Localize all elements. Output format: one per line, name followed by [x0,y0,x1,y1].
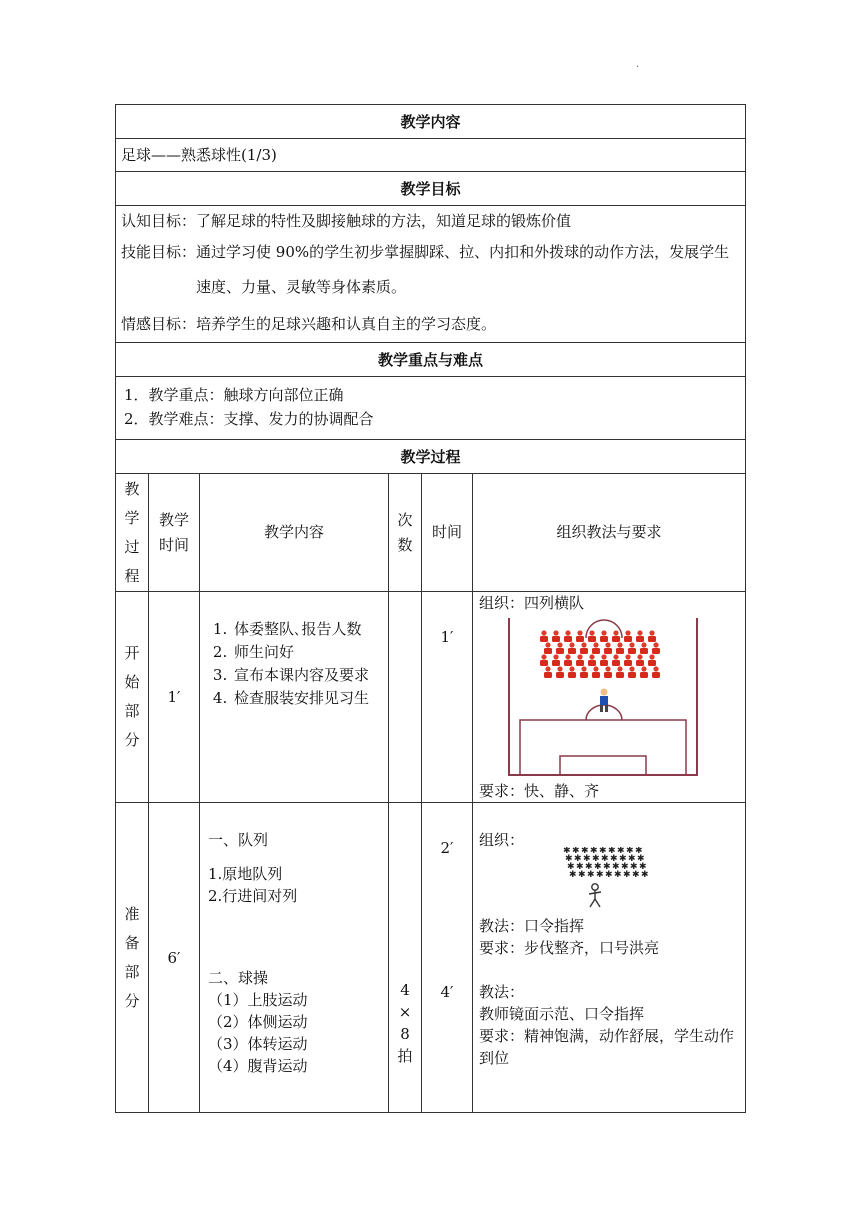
prep-duration-drill: 2′ [440,839,454,857]
prep-req2: 要求：精神饱满，动作舒展，学生动作到位 [479,1027,735,1067]
student-icon [636,660,644,666]
student-icon: ✱ [565,854,573,864]
key-header-row [116,343,746,377]
content-value: 足球——熟悉球性(1/3) [121,146,277,164]
student-icon [552,660,560,666]
teacher-stick-figure [589,884,601,907]
emotion-goal-text: 培养学生的足球兴趣和认真自主的学习态度。 [196,315,497,333]
student-icon [541,654,546,659]
student-icon [605,666,610,671]
prep-section-name: 准 备 部 分 [116,803,149,1113]
student-icon [588,660,596,666]
student-icon: ✱ [587,870,595,880]
prep-count: 4 × 8 拍 [389,803,422,1113]
cognitive-goal-text: 了解足球的特性及脚接触球的方法，知道足球的锻炼价值 [196,212,572,230]
prep-durations [422,803,473,1113]
prep-content [200,803,388,1077]
student-icon: ✱ [610,854,618,864]
student-icon [544,672,552,678]
list-item: 2.行进间对列 [208,887,298,905]
list-item: 1. 体委整队､报告人数 [232,618,388,641]
start-section-name: 开 始 部 分 [116,592,149,803]
student-icon [612,660,620,666]
start-req: 要求：快、静、齐 [479,782,600,800]
student-icon [625,630,630,635]
list-item: 1.原地队列 [208,865,283,883]
student-icon: ✱ [621,862,629,872]
student-icon: ✱ [578,870,586,880]
emotion-goal [121,311,740,338]
student-icon: ✱ [641,870,649,880]
student-icon: ✱ [628,854,636,864]
ball-exercise-title: 二、球操 [208,969,269,987]
student-icon [617,642,622,647]
student-icon [580,672,588,678]
student-icon [640,672,648,678]
start-items [200,618,388,710]
content-value-row [116,139,746,172]
student-icon [540,660,548,666]
football-field-diagram [508,618,698,776]
student-icon [629,642,634,647]
col-method: 组织教法与要求 [473,474,746,592]
student-icon: ✱ [594,862,602,872]
student-icon: ✱ [590,847,598,856]
student-icon [557,642,562,647]
student-icon [569,666,574,671]
prep-section-row [116,803,746,1113]
student-icon: ✱ [576,862,584,872]
student-icon [601,654,606,659]
list-item: （3）体转运动 [208,1035,308,1053]
list-item: （1）上肢运动 [208,991,308,1009]
teacher-figure [600,689,608,713]
student-grid [563,847,649,880]
start-org: 组织：四列横队 [479,594,585,612]
start-duration: 1′ [422,592,473,803]
goals-header-row [116,172,746,206]
student-icon [605,642,610,647]
student-icon [652,648,660,654]
key-point: 1．教学重点：触球方向部位正确 [124,386,344,404]
student-icon: ✱ [639,862,647,872]
process-header: 教学过程 [116,440,746,474]
student-icon [541,630,546,635]
student-icon [577,630,582,635]
student-icon [593,642,598,647]
student-icon [589,630,594,635]
student-icon: ✱ [583,854,591,864]
list-item: （4）腹背运动 [208,1057,308,1075]
student-icon: ✱ [569,870,577,880]
student-icon [648,636,656,642]
student-grid-diagram [555,847,655,911]
student-icon [565,630,570,635]
student-icon [612,636,620,642]
student-icon [600,636,608,642]
prep-org: 组织： [479,831,525,849]
student-icon [628,672,636,678]
cognitive-goal-label: 认知目标： [121,212,197,230]
goals-block [116,206,745,342]
student-icon: ✱ [572,847,580,856]
student-icon [604,672,612,678]
student-icon [600,660,608,666]
prep-time: 6′ [149,803,200,1113]
goals-row [116,206,746,343]
student-icon [564,636,572,642]
student-icon [616,648,624,654]
student-icon: ✱ [619,854,627,864]
student-icon [576,660,584,666]
col-duration: 时间 [422,474,473,592]
student-icon [581,666,586,671]
student-icon [617,666,622,671]
student-icon: ✱ [601,854,609,864]
student-icon [649,654,654,659]
student-icon [653,666,658,671]
key-row [116,377,746,440]
emotion-goal-label: 情感目标： [121,315,197,333]
student-icon [637,630,642,635]
column-header-row [116,474,746,592]
skill-goal-text: 通过学习使 90%的学生初步掌握脚踩、拉、内扣和外拨球的动作方法，发展学生速度、力量、灵敏等身体素质。 [196,243,730,296]
student-icon [641,642,646,647]
student-icon: ✱ [617,847,625,856]
student-icon: ✱ [637,854,645,864]
prep-duration-ball: 4′ [440,983,454,1001]
student-icon: ✱ [603,862,611,872]
student-icon [576,636,584,642]
prep-method2: 教师镜面示范、口令指挥 [479,1005,645,1023]
student-icon [601,630,606,635]
student-icon [613,654,618,659]
student-icon [588,636,596,642]
student-icon [637,654,642,659]
lesson-plan-table [115,104,746,1113]
student-icon [552,636,560,642]
student-icon [545,642,550,647]
skill-goal [121,235,740,305]
list-item: 2. 师生问好 [232,641,388,664]
student-icon [581,642,586,647]
student-icon [569,642,574,647]
student-icon [624,660,632,666]
prep-method2-label: 教法： [479,983,525,1001]
student-icon [564,660,572,666]
col-content: 教学内容 [200,474,389,592]
start-section-row [116,592,746,803]
student-icon [592,672,600,678]
student-icon [540,636,548,642]
col-time: 教学 时间 [149,474,200,592]
student-icon [544,648,552,654]
student-icon: ✱ [623,870,631,880]
student-icon [625,654,630,659]
student-icon: ✱ [581,847,589,856]
col-count: 次 数 [389,474,422,592]
student-icon [545,666,550,671]
student-icon [593,666,598,671]
student-icon [556,648,564,654]
student-icon [604,648,612,654]
student-icon [568,648,576,654]
student-icon: ✱ [585,862,593,872]
student-icon: ✱ [605,870,613,880]
student-icon [629,666,634,671]
student-icon: ✱ [596,870,604,880]
list-item: 3. 宣布本课内容及要求 [232,664,388,687]
student-icon [589,654,594,659]
student-icon: ✱ [608,847,616,856]
student-icon: ✱ [614,870,622,880]
student-icon [568,672,576,678]
cognitive-goal [121,208,740,235]
student-icon [624,636,632,642]
student-icon [565,654,570,659]
student-icon [640,648,648,654]
page-dot: · [636,62,640,73]
start-time: 1′ [149,592,200,803]
content-header: 教学内容 [116,105,746,139]
student-icon [641,666,646,671]
student-formation [540,630,660,678]
student-icon [652,672,660,678]
prep-method1: 教法：口令指挥 [479,917,585,935]
student-icon [580,648,588,654]
student-icon [648,660,656,666]
goals-header: 教学目标 [116,172,746,206]
key-header: 教学重点与难点 [116,343,746,377]
key-points [116,377,745,439]
student-icon [653,642,658,647]
student-icon [592,648,600,654]
student-icon: ✱ [635,847,643,856]
student-icon [613,630,618,635]
content-header-row [116,105,746,139]
list-item: 4. 检查服装安排见习生 [232,687,388,710]
student-icon [649,630,654,635]
student-icon: ✱ [626,847,634,856]
student-icon: ✱ [567,862,575,872]
student-icon: ✱ [612,862,620,872]
student-icon [636,636,644,642]
col-process: 教 学 过 程 [116,474,149,592]
skill-goal-label: 技能目标： [121,243,197,261]
difficult-point: 2．教学难点：支撑、发力的协调配合 [124,410,374,428]
student-icon [553,630,558,635]
student-icon: ✱ [632,870,640,880]
process-header-row [116,440,746,474]
student-icon: ✱ [574,854,582,864]
student-icon: ✱ [630,862,638,872]
student-icon [616,672,624,678]
list-item: （2）体侧运动 [208,1013,308,1031]
student-icon: ✱ [599,847,607,856]
student-icon: ✱ [592,854,600,864]
student-icon: ✱ [563,847,571,856]
prep-req1: 要求：步伐整齐，口号洪亮 [479,939,660,957]
student-icon [557,666,562,671]
student-icon [577,654,582,659]
student-icon [556,672,564,678]
drill-title: 一、队列 [208,831,269,849]
student-icon [553,654,558,659]
student-icon [628,648,636,654]
